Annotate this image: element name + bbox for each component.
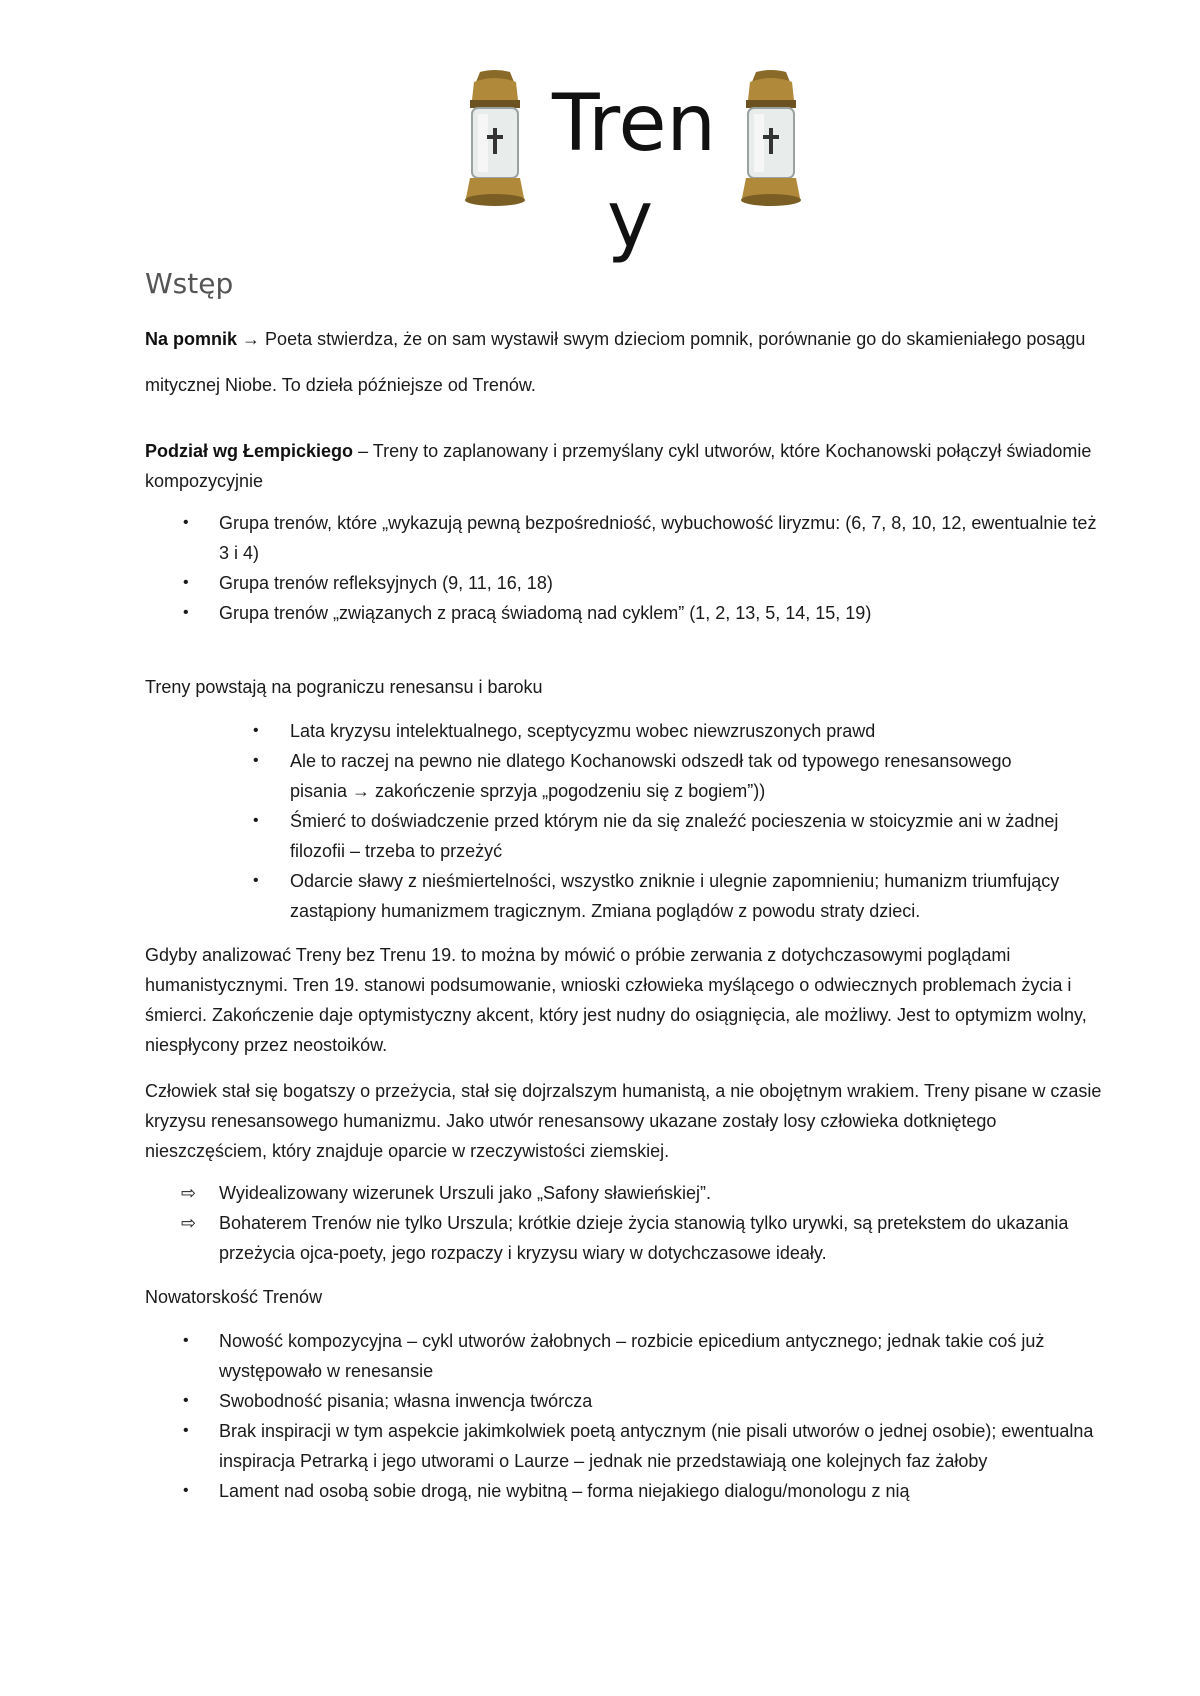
- bullet-icon: •: [183, 1482, 189, 1499]
- arrow-icon: ⇨: [181, 1213, 197, 1233]
- list-item: • Śmierć to doświadczenie przed którym nie da się znaleźć pocieszenia w stoicyzmie ani w żadnej filozofii – trzeba to przeżyć: [145, 806, 1065, 866]
- bullet-icon: •: [253, 872, 259, 889]
- bullet-icon: •: [183, 1392, 189, 1409]
- bullet-icon: •: [253, 722, 259, 739]
- arrow-icon: ⇨: [181, 1183, 197, 1203]
- podzial-paragraph: [145, 436, 1105, 496]
- nowatorskosc-heading: Nowatorskość Trenów: [145, 1287, 323, 1307]
- page-title: [552, 76, 722, 268]
- pogranicze-paragraph: Treny powstają na pograniczu renesansu i baroku: [145, 677, 543, 697]
- nowatorskosc-list: [145, 1326, 1105, 1506]
- arrow-list: [145, 1178, 1105, 1268]
- list-item: ⇨ Bohaterem Trenów nie tylko Urszula; krótkie dzieje życia stanowią tylko urywki, są pretekstem do ukazania przeżycia ojca-poety, jego rozpaczy i kryzysu wiary w dotychczasowe ideały.: [145, 1208, 1105, 1268]
- section-heading: Wstęp: [145, 267, 234, 300]
- candle-lamp-icon: [736, 70, 806, 210]
- pomnik-label: Na pomnik: [145, 329, 238, 349]
- bullet-icon: •: [253, 812, 259, 829]
- list-item: • Lata kryzysu intelektualnego, sceptycyzmu wobec niewzruszonych prawd: [145, 716, 1065, 746]
- bullet-icon: •: [183, 604, 189, 621]
- pogranicze-list: [145, 716, 1105, 926]
- podzial-text: – Treny to zaplanowany i przemyślany cykl utworów, które Kochanowski połączył świadomie kompozycyjnie: [145, 441, 1092, 491]
- list-item: • Lament nad osobą sobie drogą, nie wybitną – forma niejakiego dialogu/monologu z nią: [145, 1476, 1105, 1506]
- paragraph-tren-19: Gdyby analizować Treny bez Trenu 19. to można by mówić o próbie zerwania z dotychczasowymi poglądami humanistycznymi. Tren 19. stanowi podsumowanie, wnioski człowieka myślącego o odwiecznych problemach życia i śmierci. Zakończenie daje optymistyczny akcent, który jest nudny do osiągnięcia, ale możliwy. Jest to optymizm wolny, niespłycony przez neostoików.: [145, 945, 1087, 1055]
- title-line-1: Tren: [552, 79, 716, 169]
- document-body: [145, 262, 1105, 1506]
- list-item: • Odarcie sławy z nieśmiertelności, wszystko zniknie i ulegnie zapomnieniu; humanizm triumfujący zastąpiony humanizmem tragicznym. Zmiana poglądów z powodu straty dzieci.: [145, 866, 1065, 926]
- list-item: ⇨ Wyidealizowany wizerunek Urszuli jako „Safony sławieńskiej”.: [145, 1178, 1105, 1208]
- list-item: • Swobodność pisania; własna inwencja twórcza: [145, 1386, 1105, 1416]
- bullet-icon: •: [183, 1332, 189, 1349]
- bullet-icon: •: [183, 514, 189, 531]
- podzial-list: [145, 508, 1105, 628]
- pomnik-paragraph: [145, 316, 1105, 408]
- paragraph-czlowiek: Człowiek stał się bogatszy o przeżycia, stał się dojrzalszym humanistą, a nie obojętnym wrakiem. Treny pisane w czasie kryzysu renesansowego humanizmu. Jako utwór renesansowy ukazane zostały losy człowieka dotkniętego nieszczęściem, który znajduje oparcie w rzeczywistości ziemskiej.: [145, 1081, 1102, 1161]
- candle-lamp-icon: [460, 70, 530, 210]
- podzial-label: Podział wg Łempickiego: [145, 441, 354, 461]
- bullet-icon: •: [253, 752, 259, 769]
- list-item: • Ale to raczej na pewno nie dlatego Kochanowski odszedł tak od typowego renesansowego pisania → zakończenie sprzyja „pogodzeniu się z bogiem”)): [145, 746, 1065, 806]
- pomnik-text: Poeta stwierdza, że on sam wystawił swym dzieciom pomnik, porównanie go do skamieniałego posągu mitycznej Niobe. To dzieła późniejsze od Trenów.: [145, 329, 1086, 395]
- list-item: • Grupa trenów, które „wykazują pewną bezpośredniość, wybuchowość liryzmu: (6, 7, 8, 10, 12, ewentualnie też 3 i 4): [145, 508, 1105, 568]
- bullet-icon: •: [183, 574, 189, 591]
- title-block: [460, 66, 740, 266]
- pomnik-arrow: →: [242, 329, 261, 349]
- bullet-icon: •: [183, 1422, 189, 1439]
- list-item: • Brak inspiracji w tym aspekcie jakimkolwiek poetą antycznym (nie pisali utworów o jednej osobie); ewentualna inspiracja Petrarką i jego utworami o Laurze – jednak nie przedstawiają one kolejnych faz żałoby: [145, 1416, 1105, 1476]
- list-item: • Grupa trenów refleksyjnych (9, 11, 16, 18): [145, 568, 1105, 598]
- list-item: • Nowość kompozycyjna – cykl utworów żałobnych – rozbicie epicedium antycznego; jednak takie coś już występowało w renesansie: [145, 1326, 1105, 1386]
- list-item: • Grupa trenów „związanych z pracą świadomą nad cyklem” (1, 2, 13, 5, 14, 15, 19): [145, 598, 1105, 628]
- title-line-2: y: [607, 175, 654, 265]
